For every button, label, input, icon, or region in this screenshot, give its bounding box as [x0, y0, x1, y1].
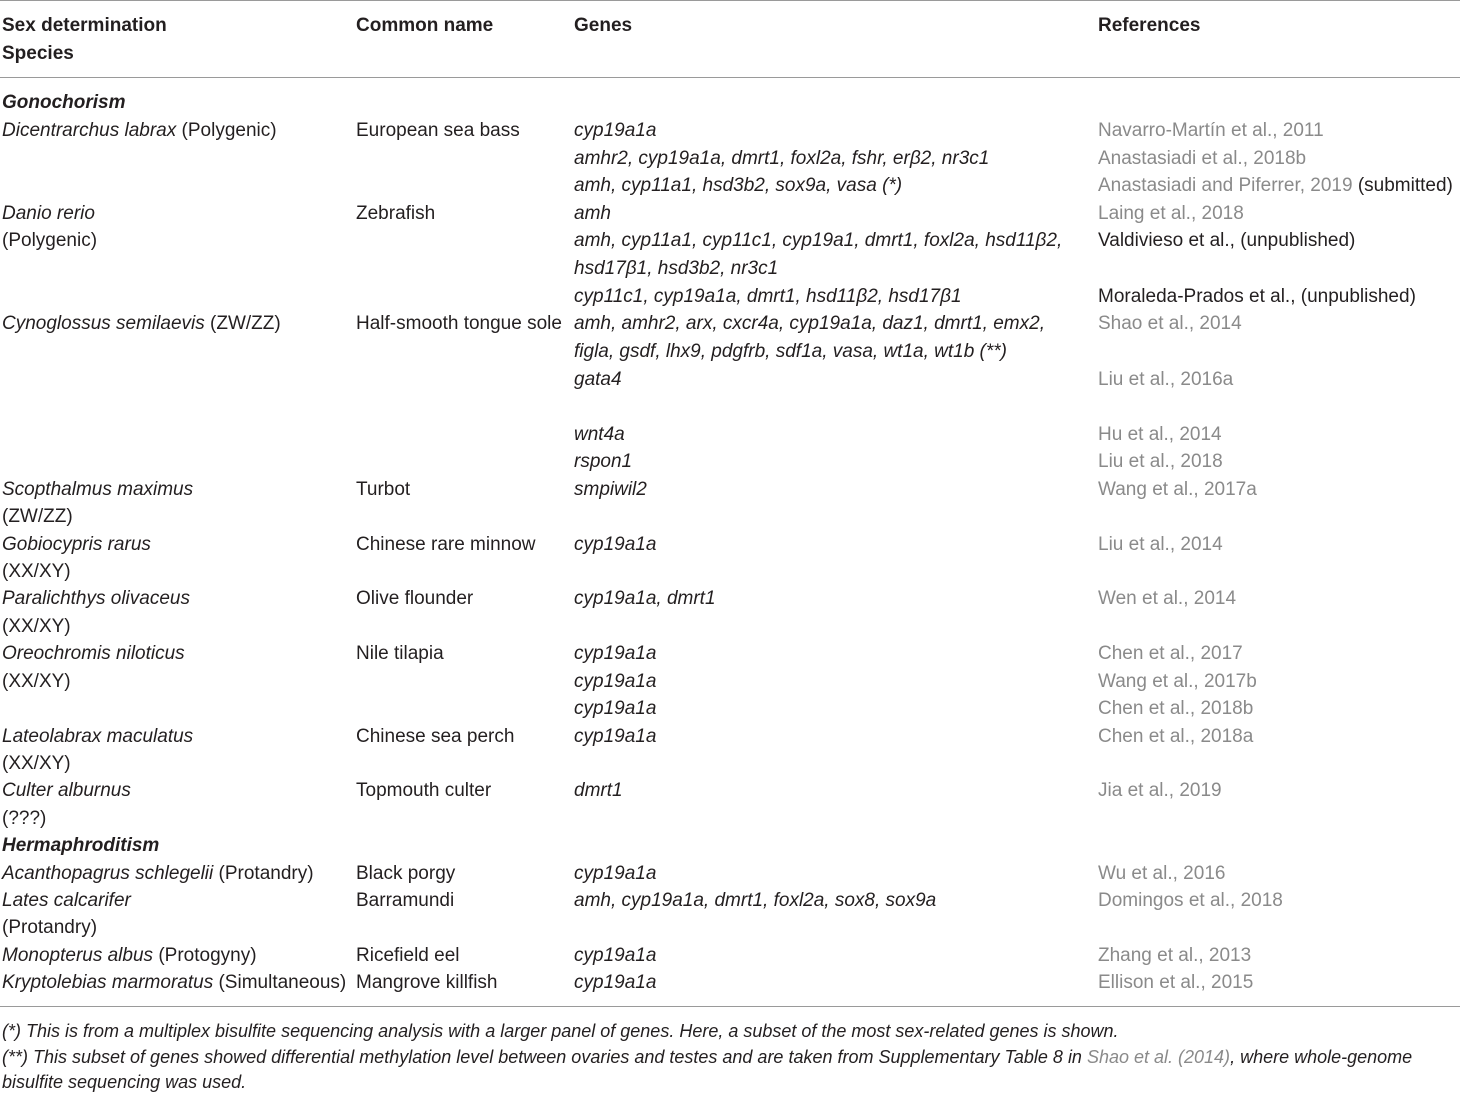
reference-cell	[1098, 421, 1222, 448]
genes-cell: gata4	[574, 369, 622, 390]
common-name-cell: Nile tilapia	[356, 643, 444, 664]
species-note: (XX/XY)	[2, 561, 71, 582]
species-cell	[2, 723, 193, 750]
header-bottom-rule	[0, 77, 1460, 78]
reference-cell	[1098, 117, 1324, 144]
genes-cell: cyp19a1a, dmrt1	[574, 588, 716, 609]
reference-link[interactable]: Shao et al., 2014	[1098, 313, 1242, 334]
species-cell	[2, 558, 71, 585]
genes-cell: figla, gsdf, lhx9, pdgfrb, sdf1a, vasa, wt1a, wt1b (**)	[574, 341, 1008, 362]
reference-link[interactable]: Hu et al., 2014	[1098, 424, 1222, 445]
reference-link[interactable]: Zhang et al., 2013	[1098, 945, 1252, 966]
species-name: Monopterus albus	[2, 945, 154, 966]
genes-cell: cyp19a1a	[574, 534, 657, 555]
section-heading: Hermaphroditism	[2, 835, 160, 856]
reference-link[interactable]: Anastasiadi and Piferrer, 2019	[1098, 175, 1353, 196]
header-col1-line1: Sex determination	[2, 15, 167, 36]
common-name-cell: Chinese rare minnow	[356, 534, 536, 555]
reference-cell	[1098, 200, 1244, 227]
reference-link[interactable]: Chen et al., 2017	[1098, 643, 1243, 664]
table-bottom-rule	[0, 1006, 1460, 1007]
genes-cell: hsd17β1, hsd3b2, nr3c1	[574, 258, 779, 279]
footnote-2-text-b: , where whole-genome	[1230, 1047, 1413, 1067]
genes-cell: cyp19a1a	[574, 671, 657, 692]
reference-cell	[1098, 310, 1242, 337]
footnote-1: (*) This is from a multiplex bisulfite sequencing analysis with a larger panel of genes. Here, a subset of the most sex-related genes is shown.	[2, 1021, 1119, 1041]
species-cell	[2, 750, 71, 777]
common-name-cell: Chinese sea perch	[356, 726, 515, 747]
common-name-cell: European sea bass	[356, 120, 520, 141]
genes-cell: amh, cyp11a1, cyp11c1, cyp19a1, dmrt1, foxl2a, hsd11β2,	[574, 230, 1063, 251]
reference-link[interactable]: Wang et al., 2017b	[1098, 671, 1257, 692]
header-references: References	[1098, 15, 1201, 36]
genes-cell: cyp19a1a	[574, 120, 657, 141]
reference-text: Moraleda-Prados et al., (unpublished)	[1098, 286, 1416, 307]
reference-text: Valdivieso et al., (unpublished)	[1098, 230, 1356, 251]
common-name-cell: Topmouth culter	[356, 780, 492, 801]
footnote-3: bisulfite sequencing was used.	[2, 1072, 247, 1092]
reference-cell	[1098, 145, 1306, 172]
species-name: Acanthopagrus schlegelii	[2, 863, 214, 884]
reference-cell	[1098, 695, 1253, 722]
reference-cell	[1098, 969, 1253, 996]
common-name-cell: Olive flounder	[356, 588, 474, 609]
reference-cell	[1098, 531, 1223, 558]
species-note: (ZW/ZZ)	[2, 506, 73, 527]
species-note: (XX/XY)	[2, 616, 71, 637]
reference-cell	[1098, 723, 1253, 750]
reference-link[interactable]: Wang et al., 2017a	[1098, 479, 1257, 500]
species-name: Danio rerio	[2, 203, 95, 224]
reference-link[interactable]: Wen et al., 2014	[1098, 588, 1237, 609]
species-name: Oreochromis niloticus	[2, 643, 185, 664]
footnote-2-text-a: (**) This subset of genes showed differential methylation level between ovaries and testes and are taken from Supplementary Table 8 in	[2, 1047, 1087, 1067]
reference-cell	[1098, 942, 1251, 969]
reference-link[interactable]: Liu et al., 2018	[1098, 451, 1223, 472]
species-note: (Protandry)	[213, 863, 314, 884]
header-genes: Genes	[574, 15, 633, 36]
species-name: Cynoglossus semilaevis	[2, 313, 205, 334]
species-name: Culter alburnus	[2, 780, 131, 801]
species-cell	[2, 969, 346, 996]
reference-cell	[1098, 448, 1223, 475]
reference-cell	[1098, 777, 1222, 804]
species-note: (Protogyny)	[153, 945, 257, 966]
species-cell	[2, 503, 73, 530]
reference-link[interactable]: Chen et al., 2018b	[1098, 698, 1254, 719]
reference-cell	[1098, 668, 1257, 695]
reference-cell	[1098, 887, 1283, 914]
footnote-2-reference-link[interactable]: Shao et al. (2014)	[1086, 1047, 1231, 1067]
reference-cell	[1098, 476, 1257, 503]
species-note: (Polygenic)	[176, 120, 277, 141]
genes-cell: amh, cyp19a1a, dmrt1, foxl2a, sox8, sox9a	[574, 890, 937, 911]
common-name-cell: Turbot	[356, 479, 411, 500]
species-cell	[2, 531, 151, 558]
reference-link[interactable]: Navarro-Martín et al., 2011	[1098, 120, 1324, 141]
genes-cell: amh, amhr2, arx, cxcr4a, cyp19a1a, daz1, dmrt1, emx2,	[574, 313, 1045, 334]
species-note: (ZW/ZZ)	[204, 313, 281, 334]
table-top-rule	[0, 0, 1460, 1]
genes-cell: cyp19a1a	[574, 945, 657, 966]
species-cell	[2, 640, 185, 667]
footnote-2	[2, 1044, 1412, 1070]
reference-cell	[1098, 366, 1233, 393]
species-cell	[2, 942, 257, 969]
genes-cell: amh	[574, 203, 611, 224]
reference-cell	[1098, 227, 1355, 254]
species-name: Lates calcarifer	[2, 890, 131, 911]
reference-cell	[1098, 585, 1236, 612]
genes-cell: smpiwil2	[574, 479, 647, 500]
species-cell	[2, 227, 97, 254]
genes-cell: cyp19a1a	[574, 698, 657, 719]
common-name-cell: Zebrafish	[356, 203, 436, 224]
species-cell	[2, 777, 131, 804]
species-cell	[2, 805, 46, 832]
reference-link[interactable]: Jia et al., 2019	[1098, 780, 1222, 801]
species-note: (Simultaneous)	[213, 972, 347, 993]
genes-cell: amh, cyp11a1, hsd3b2, sox9a, vasa (*)	[574, 175, 903, 196]
section-heading: Gonochorism	[2, 92, 126, 113]
reference-link[interactable]: Ellison et al., 2015	[1098, 972, 1254, 993]
header-col1-line2: Species	[2, 43, 74, 64]
reference-link[interactable]: Domingos et al., 2018	[1098, 890, 1283, 911]
common-name-cell: Ricefield eel	[356, 945, 460, 966]
species-name: Paralichthys olivaceus	[2, 588, 190, 609]
reference-link[interactable]: Chen et al., 2018a	[1098, 726, 1254, 747]
species-cell	[2, 117, 277, 144]
common-name-cell: Barramundi	[356, 890, 455, 911]
species-cell	[2, 860, 314, 887]
species-cell	[2, 310, 281, 337]
reference-link[interactable]: Anastasiadi et al., 2018b	[1098, 148, 1307, 169]
species-cell	[2, 613, 71, 640]
genes-cell: rspon1	[574, 451, 633, 472]
species-name: Dicentrarchus labrax	[2, 120, 177, 141]
species-cell	[2, 668, 71, 695]
genes-cell: dmrt1	[574, 780, 623, 801]
header-sex-determination	[2, 12, 167, 68]
species-cell	[2, 585, 190, 612]
species-note: (Polygenic)	[2, 230, 98, 251]
reference-cell	[1098, 640, 1243, 667]
genes-cell: wnt4a	[574, 424, 625, 445]
common-name-cell: Black porgy	[356, 863, 456, 884]
genes-cell: cyp19a1a	[574, 726, 657, 747]
species-cell	[2, 476, 193, 503]
genes-cell: cyp11c1, cyp19a1a, dmrt1, hsd11β2, hsd17β1	[574, 286, 962, 307]
reference-cell	[1098, 283, 1416, 310]
reference-link[interactable]: Liu et al., 2016a	[1098, 369, 1234, 390]
genes-cell: cyp19a1a	[574, 643, 657, 664]
species-cell	[2, 914, 97, 941]
species-name: Gobiocypris rarus	[2, 534, 151, 555]
reference-link[interactable]: Wu et al., 2016	[1098, 863, 1226, 884]
species-name: Lateolabrax maculatus	[2, 726, 194, 747]
header-common-name: Common name	[356, 15, 494, 36]
reference-link[interactable]: Laing et al., 2018	[1098, 203, 1244, 224]
reference-cell	[1098, 172, 1453, 199]
species-note: (Protandry)	[2, 917, 98, 938]
genes-cell: cyp19a1a	[574, 863, 657, 884]
common-name-cell: Half-smooth tongue sole	[356, 313, 562, 334]
reference-text: (submitted)	[1352, 175, 1453, 196]
genes-cell: cyp19a1a	[574, 972, 657, 993]
species-name: Kryptolebias marmoratus	[2, 972, 214, 993]
genes-cell: amhr2, cyp19a1a, dmrt1, foxl2a, fshr, erβ2, nr3c1	[574, 148, 990, 169]
reference-link[interactable]: Liu et al., 2014	[1098, 534, 1223, 555]
species-cell	[2, 200, 95, 227]
reference-cell	[1098, 860, 1225, 887]
common-name-cell: Mangrove killfish	[356, 972, 498, 993]
species-note: (XX/XY)	[2, 671, 71, 692]
species-note: (???)	[2, 808, 47, 829]
species-note: (XX/XY)	[2, 753, 71, 774]
species-name: Scopthalmus maximus	[2, 479, 194, 500]
species-cell	[2, 887, 131, 914]
